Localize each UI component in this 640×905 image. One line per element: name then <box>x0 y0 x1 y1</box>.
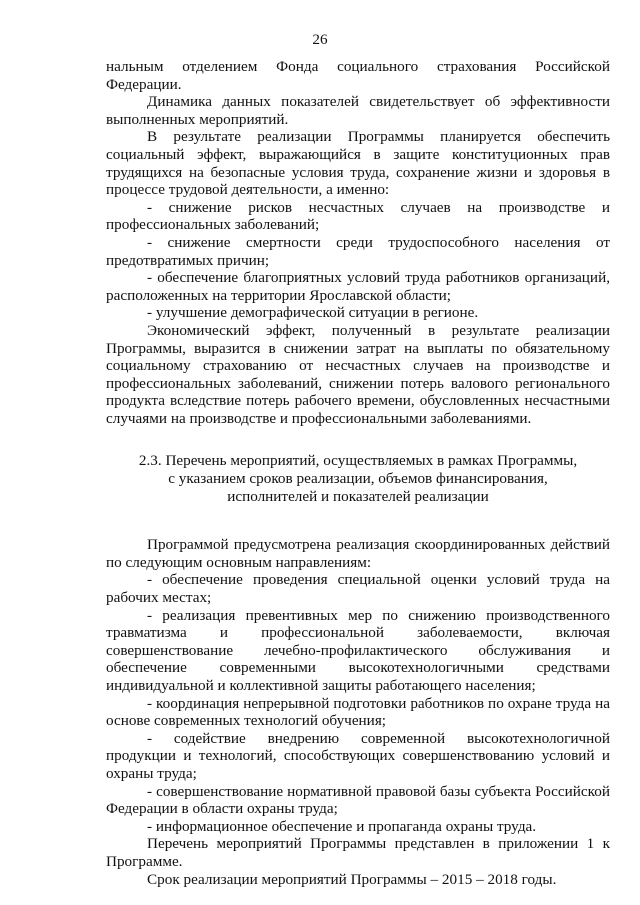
list-item: - информационное обеспечение и пропаганда охраны труда. <box>147 817 537 835</box>
document-body <box>106 58 610 888</box>
list-item: - обеспечение проведения специальной оценки условий труда на рабочих местах; <box>106 571 610 607</box>
list-item: - координация непрерывной подготовки работников по охране труда на основе современных технологий обучения; <box>106 694 610 730</box>
paragraph: Программой предусмотрена реализация скоординированных действий по следующим основным направлениям: <box>106 536 610 571</box>
section-heading-line: с указанием сроков реализации, объемов финансирования, <box>168 470 548 488</box>
list-item: - реализация превентивных мер по снижению производственного травматизма и профессиональной заболеваемости, включая совершенствование лечебно-профилактического обслуживания и обеспечение современными высокотехнологичными средствами индивидуальной и коллективной защиты работающего населения; <box>106 606 610 694</box>
section-heading-line: исполнителей и показателей реализации <box>227 487 489 505</box>
paragraph: Экономический эффект, полученный в результате реализации Программы, выразится в снижении затрат на выплаты по обязательному социальному страхованию от несчастных случаев на производстве и профессиональных заболеваний, снижении потерь валового регионального продукта вследствие потерь рабочего времени, обусловленных несчастными случаями на производстве и профессиональными заболеваниями. <box>106 321 610 427</box>
paragraph: Динамика данных показателей свидетельствует об эффективности выполненных мероприятий. <box>106 93 610 128</box>
section-heading-line: 2.3. Перечень мероприятий, осуществляемых в рамках Программы, <box>138 452 578 470</box>
list-item: - совершенствование нормативной правовой базы субъекта Российской Федерации в области охраны труда; <box>106 782 610 818</box>
list-item: - снижение смертности среди трудоспособного населения от предотвратимых причин; <box>106 233 610 269</box>
paragraph: Перечень мероприятий Программы представлен в приложении 1 к Программе. <box>106 835 610 870</box>
section-heading <box>106 452 610 505</box>
paragraph: В результате реализации Программы планируется обеспечить социальный эффект, выражающийся в защите конституционных прав трудящихся на безопасные условия труда, сохранение жизни и здоровья в процессе трудовой деятельности, а именно: <box>106 128 610 199</box>
list-item: - улучшение демографической ситуации в регионе. <box>147 304 479 322</box>
list-item: - снижение рисков несчастных случаев на производстве и профессиональных заболеваний; <box>106 198 610 234</box>
page-number: 26 <box>312 31 328 48</box>
paragraph: Срок реализации мероприятий Программы – 2015 – 2018 годы. <box>147 870 557 888</box>
list-item: - содействие внедрению современной высокотехнологичной продукции и технологий, способствующих совершенствованию условий и охраны труда; <box>106 729 610 782</box>
list-item: - обеспечение благоприятных условий труда работников организаций, расположенных на территории Ярославской области; <box>106 269 610 304</box>
paragraph: нальным отделением Фонда социального страхования Российской Федерации. <box>106 58 610 93</box>
